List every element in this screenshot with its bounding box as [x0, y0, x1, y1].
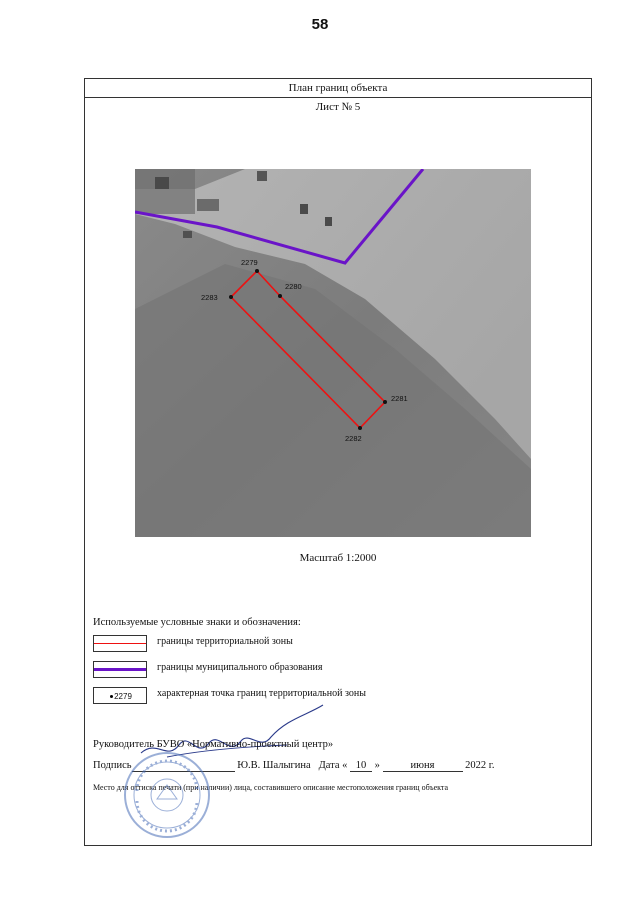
legend-text: границы территориальной зоны	[157, 636, 293, 647]
dark-patch	[135, 169, 195, 214]
date-day: 10	[350, 760, 372, 772]
legend-title: Используемые условные знаки и обозначения:	[93, 617, 301, 628]
legend-red-line	[94, 643, 146, 644]
dark-patch	[257, 171, 267, 181]
sheet-number: Лист № 5	[315, 101, 361, 113]
point-2283-label: 2283	[201, 293, 218, 302]
legend-text: характерная точка границ территориальной зоны	[157, 688, 366, 699]
page-number: 58	[311, 16, 329, 33]
point-2282-label: 2282	[345, 434, 362, 443]
legend-sample-label: 2279	[114, 692, 132, 701]
point-2280-label: 2280	[285, 282, 302, 291]
date-label: Дата «	[318, 760, 348, 771]
point-2283-marker	[229, 295, 233, 299]
dark-patch	[325, 217, 332, 226]
boundary-plan-frame	[84, 78, 592, 846]
aerial-map	[135, 169, 531, 537]
point-2282-marker	[358, 426, 362, 430]
legend-text: границы муниципального образования	[157, 662, 323, 673]
head-of-organization: Руководитель БУВО «Нормативно-проектный центр»	[93, 739, 334, 750]
point-2279-label: 2279	[241, 258, 258, 267]
point-2280-marker	[278, 294, 282, 298]
date-year: 2022 г.	[465, 760, 495, 771]
point-2279-marker	[255, 269, 259, 273]
dark-patch	[197, 199, 219, 211]
plan-title: План границ объекта	[85, 79, 591, 98]
official-seal	[123, 751, 211, 839]
point-dot-icon	[110, 695, 113, 698]
legend-swatch-box	[93, 635, 147, 652]
dark-patch	[183, 231, 192, 238]
date-month: июня	[383, 760, 463, 772]
signer-name: Ю.В. Шалыгина	[237, 760, 311, 771]
map-scale: Масштаб 1:2000	[299, 552, 377, 564]
legend-purple-line	[94, 668, 146, 671]
point-2281-label: 2281	[391, 394, 408, 403]
legend-swatch-box	[93, 661, 147, 678]
dark-patch	[300, 204, 308, 214]
stamp-place-note: Место для оттиска печати (при наличии) лица, составившего описание местоположения границ объекта	[93, 783, 449, 792]
point-2281-marker	[383, 400, 387, 404]
dark-patch	[155, 177, 169, 189]
signature-prefix: Подпись	[93, 760, 132, 771]
date-day-close: »	[374, 760, 380, 771]
